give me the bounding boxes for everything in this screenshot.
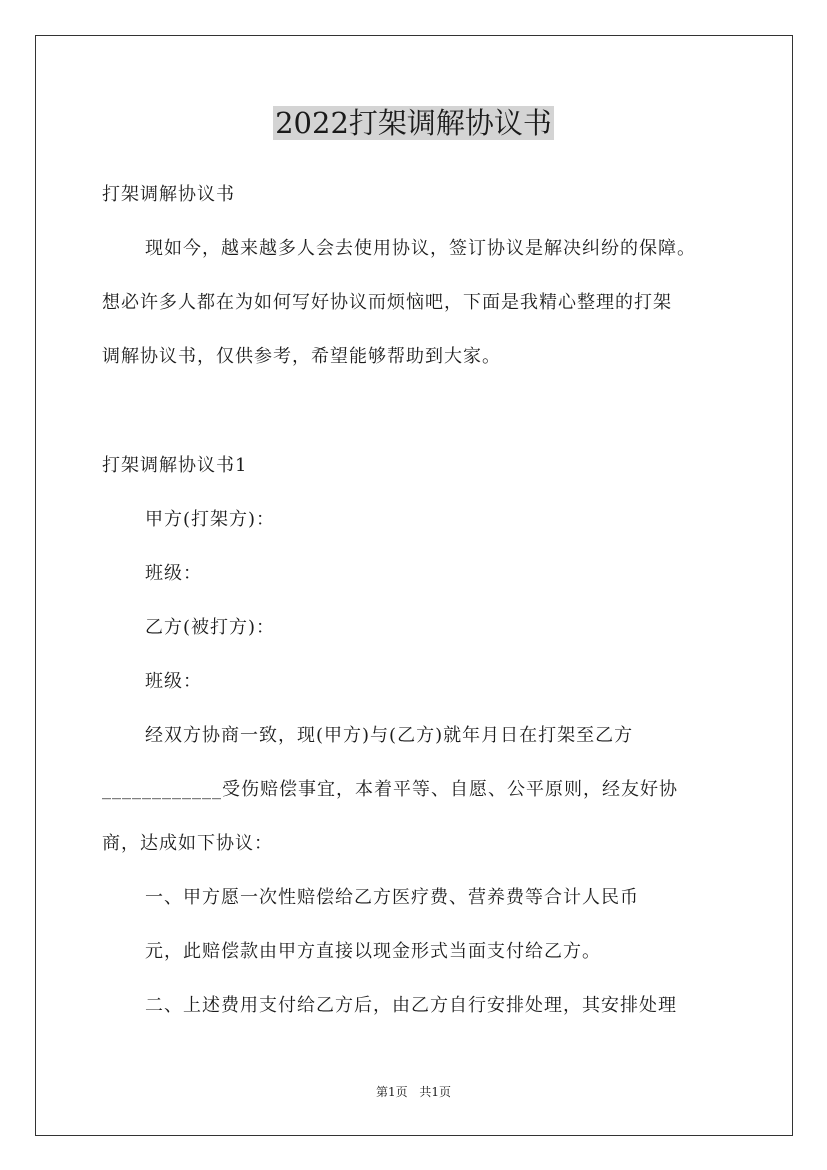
body-line: 商，达成如下协议：	[102, 833, 273, 854]
section-title: 打架调解协议书1	[102, 455, 248, 476]
title-text: 2022打架调解协议书	[275, 106, 552, 140]
party-b-label: 乙方(被打方)：	[145, 617, 276, 638]
body-line: ____________受伤赔偿事宜，本着平等、自愿、公平原则，经友好协	[102, 779, 678, 800]
intro-line: 想必许多人都在为如何写好协议而烦恼吧，下面是我精心整理的打架	[102, 292, 672, 313]
intro-line: 现如今，越来越多人会去使用协议，签订协议是解决纠纷的保障。	[145, 238, 696, 259]
body-line: 二、上述费用支付给乙方后，由乙方自行安排处理，其安排处理	[145, 995, 677, 1016]
page-footer	[0, 1084, 827, 1100]
body-line: 元，此赔偿款由甲方直接以现金形式当面支付给乙方。	[145, 941, 601, 962]
total-pages: 共1页	[419, 1085, 452, 1099]
body-line: 经双方协商一致，现(甲方)与(乙方)就年月日在打架至乙方	[145, 725, 634, 746]
class-b-label: 班级：	[145, 671, 202, 692]
intro-line: 调解协议书，仅供参考，希望能够帮助到大家。	[102, 346, 501, 367]
body-line: 一、甲方愿一次性赔偿给乙方医疗费、营养费等合计人民币	[145, 887, 639, 908]
party-a-label: 甲方(打架方)：	[145, 509, 276, 530]
page-number: 第1页	[375, 1085, 408, 1099]
document-title	[0, 104, 827, 142]
document-heading: 打架调解协议书	[102, 184, 235, 205]
class-a-label: 班级：	[145, 563, 202, 584]
